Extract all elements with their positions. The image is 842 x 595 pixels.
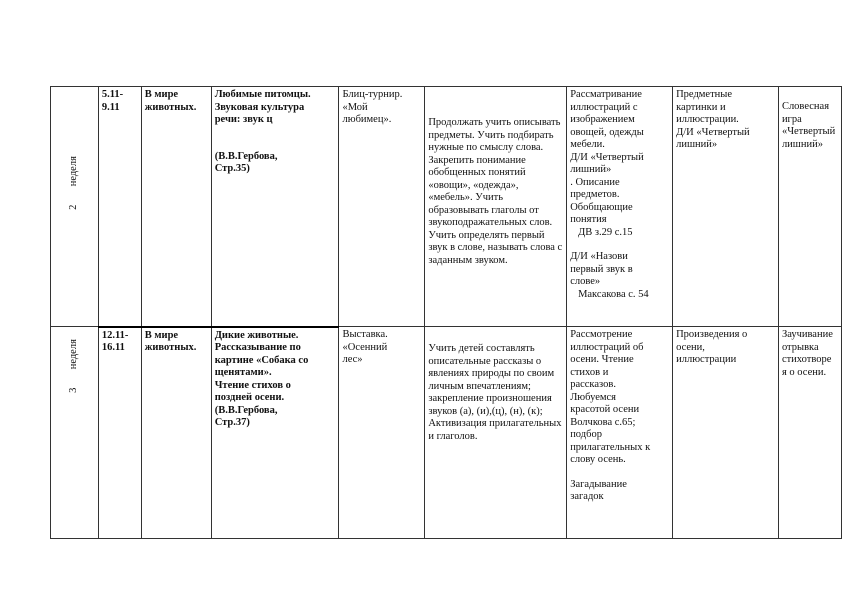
- week-number: 3: [68, 387, 80, 393]
- topic-line: Дикие животные.: [214, 329, 299, 341]
- topic-line: (В.В.Гербова,: [214, 404, 278, 416]
- table-row: [51, 87, 842, 327]
- event-cell: Блиц-турнир. «Мой любимец».: [339, 87, 425, 327]
- goals-text: Продолжать учить описывать предметы. Учить подбирать нужные по смыслу слова. Закрепить понимание обобщенных понятий «овощи», «одежда», «мебель». Учить образовывать глаголы от звукоподражательных слов. Учить определять первый звук в слове, называть слова с заданным звуком.: [428, 117, 563, 266]
- activity-line: стихов и: [570, 366, 609, 378]
- activity-line: Максакова с. 54: [570, 288, 649, 300]
- topic-cell: [211, 87, 339, 327]
- activity-line: ДВ з.29 с.15: [570, 226, 633, 238]
- activity-line: красотой осени: [570, 404, 640, 415]
- activity-line: Любуемся: [570, 391, 617, 403]
- topic-line: Любимые питомцы.: [214, 89, 311, 100]
- activity-line: изображением: [570, 114, 635, 125]
- activity-line: мебели.: [570, 139, 605, 150]
- games-text: Словесная игра «Четвертый лишний»: [781, 101, 836, 150]
- activity-line: рассказов.: [570, 379, 616, 390]
- topic-line: Стр.37): [214, 417, 250, 428]
- topic-line: Чтение стихов о: [214, 379, 291, 391]
- activity-line: Рассматривание: [570, 89, 642, 100]
- goals-text: Учить детей составлять описательные рассказы о явлениях природы по своим личным впечатлениям; закрепление произношения звуков (а), (и),(ц), (н), (к); Активизация прилагательных и глаголов.: [428, 343, 562, 442]
- activity-line: Д/И «Назови: [570, 251, 628, 262]
- topic-line: поздней осени.: [214, 392, 285, 403]
- activity-line: иллюстраций об: [570, 341, 644, 353]
- activity-line: слову осень.: [570, 454, 626, 465]
- activity-line: загадок: [570, 491, 604, 502]
- activity-line: Волчкова с.65;: [570, 416, 636, 428]
- materials-cell: Произведения о осени, иллюстрации: [673, 327, 779, 539]
- activity-line: понятия: [570, 214, 607, 225]
- week-cell: [51, 327, 99, 539]
- activity-line: первый звук в: [570, 263, 633, 275]
- materials-text: Предметные картинки и иллюстрации. Д/И «Четвертый лишний»: [676, 89, 750, 150]
- theme-cell: В мире животных.: [141, 87, 211, 327]
- week-word: неделя: [68, 339, 80, 370]
- activities-cell: [567, 327, 673, 539]
- activity-line: Загадывание: [570, 478, 627, 490]
- materials-cell: [673, 87, 779, 327]
- topic-reference: Стр.35): [214, 163, 250, 174]
- plan-table: [50, 86, 842, 539]
- topic-line: Звуковая культура: [214, 101, 305, 113]
- topic-line: щенятами».: [214, 367, 272, 378]
- activity-line: лишний»: [570, 164, 612, 175]
- topic-line: Рассказывание по: [214, 342, 301, 353]
- table-row: [51, 327, 842, 539]
- activity-line: прилагательных к: [570, 441, 651, 453]
- week-number: 2: [68, 204, 80, 210]
- goals-cell: [425, 327, 567, 539]
- activity-line: Обобщающие: [570, 201, 633, 213]
- activity-line: подбор: [570, 429, 602, 440]
- event-cell: Выставка. «Осенний лес»: [339, 327, 425, 539]
- activity-line: овощей, одежды: [570, 126, 644, 138]
- topic-reference: (В.В.Гербова,: [214, 150, 278, 162]
- theme-cell: В мире животных.: [141, 327, 211, 539]
- activity-line: . Описание: [570, 176, 620, 188]
- activity-line: иллюстраций с: [570, 101, 638, 113]
- week-cell: [51, 87, 99, 327]
- activity-line: Рассмотрение: [570, 329, 633, 340]
- activity-line: предметов.: [570, 189, 620, 200]
- dates-cell: 12.11- 16.11: [98, 327, 141, 539]
- topic-cell: [211, 327, 339, 539]
- topic-line: речи: звук ц: [214, 114, 273, 125]
- week-word: неделя: [68, 155, 80, 186]
- activity-line: слове»: [570, 276, 601, 287]
- games-cell: [778, 87, 841, 327]
- activity-line: Д/И «Четвертый: [570, 151, 644, 163]
- activity-line: осени. Чтение: [570, 354, 634, 365]
- goals-cell: [425, 87, 567, 327]
- topic-line: картине «Собака со: [214, 354, 309, 366]
- games-cell: Заучивание отрывка стихотворе я о осени.: [778, 327, 841, 539]
- activities-cell: [567, 87, 673, 327]
- dates-cell: 5.11- 9.11: [98, 87, 141, 327]
